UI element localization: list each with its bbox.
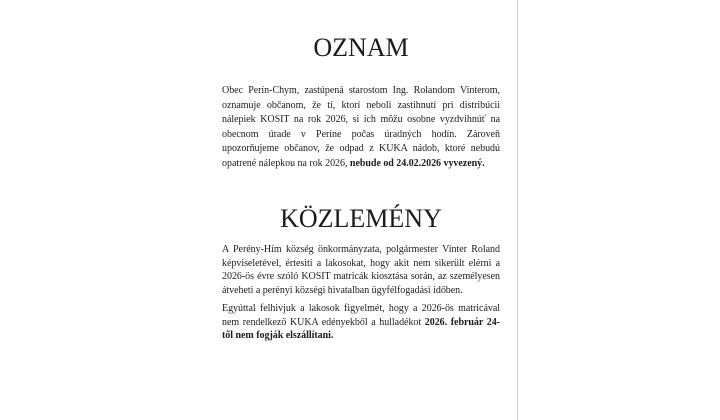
announcement-paragraph-hungarian-2: Egyúttal felhivjuk a lakosok figyelmét, hogy a 2026-ös matricával nem rendelkező KUKA edényekből a hulladékot 2026. február 24-től nem fogják elszállítani.	[222, 303, 500, 341]
announcement-title-hungarian: KÖZLEMÉNY	[280, 204, 442, 233]
announcement-title-slovak: OZNAM	[313, 33, 409, 62]
page-edge-line	[517, 0, 518, 420]
announcement-section-hungarian	[222, 204, 500, 343]
announcement-paragraph-slovak: Obec Perín-Chym, zastúpená starostom Ing. Rolandom Vinterom, oznamuje občanom, že tí, ktorí neboli zastihnutí pri distribúcii nálepiek KOSIT na rok 2026, si ich môžu osobne vyzdvihnúť na obecnom úrade v Períne počas úradných hodín. Zároveň upozorňujeme občanov, že odpad z KUKA nádob, ktoré nebudú opatrené nálepkou na rok 2026, nebude od 24.02.2026 vyvezený.	[222, 85, 500, 169]
notice-content	[222, 0, 500, 343]
announcement-section-slovak	[222, 33, 500, 171]
announcement-paragraph-hungarian-1: A Perény-Hím község önkormányzata, polgármester Vinter Roland képviseletével, értesiti a lakosokat, hogy akit nem sikerült elérni a 2026-ös évre szóló KOSIT matricák kiosztása során, az személyesen átveheti a perényi községi hivatalban ügyfélfogadási időben.	[222, 244, 500, 296]
